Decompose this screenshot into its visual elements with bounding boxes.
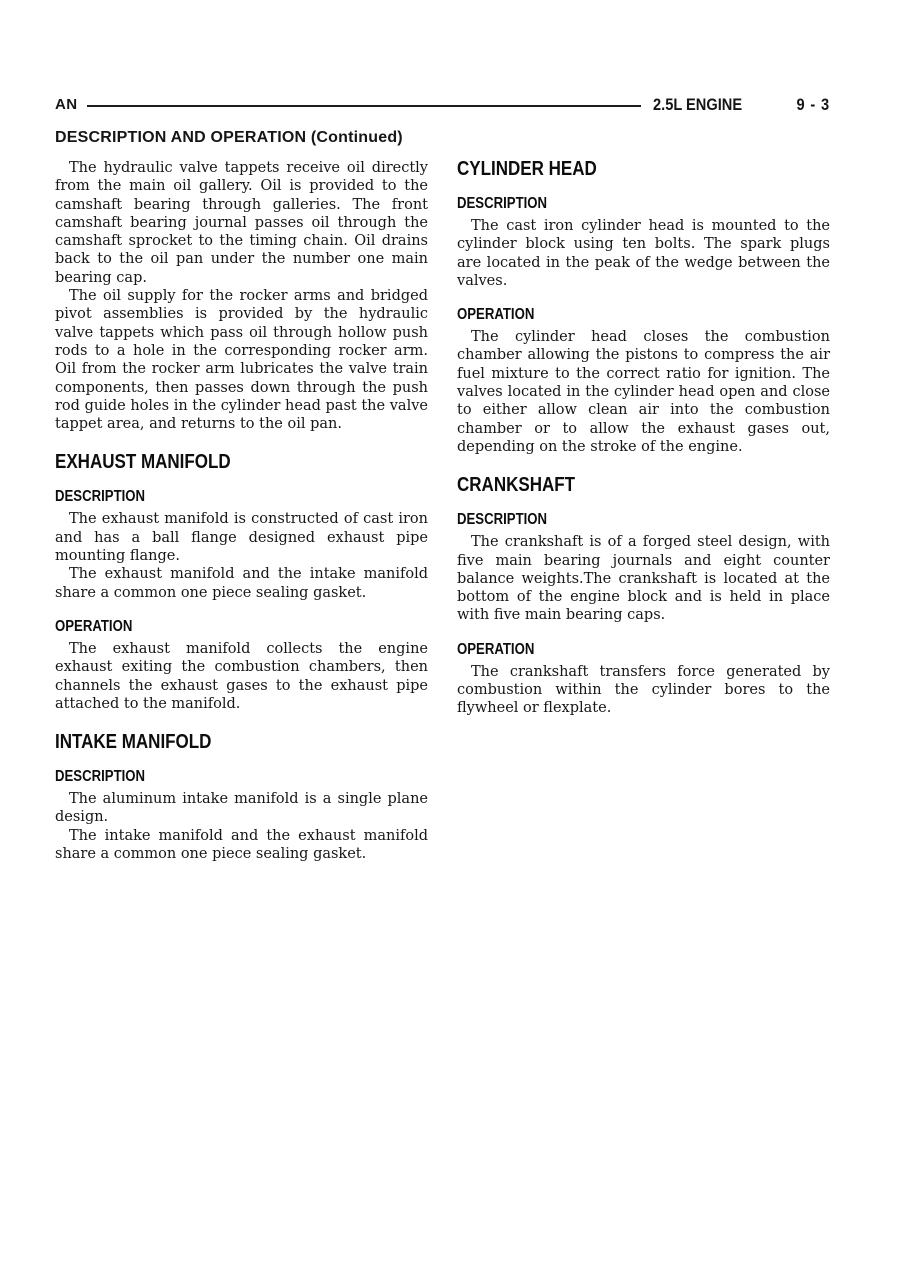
- page-header: [55, 96, 830, 114]
- header-rule: [87, 105, 641, 107]
- two-column-body: [55, 159, 830, 863]
- paragraph-crankshaft-operation-1: The crankshaft transfers force generated by combustion within the cylinder bores to the flywheel or flexplate.: [457, 663, 830, 717]
- section-heading-cylinder-head: CYLINDER HEAD: [457, 158, 597, 180]
- left-column: [55, 159, 428, 863]
- section-heading-intake-manifold: INTAKE MANIFOLD: [55, 731, 212, 754]
- section-code: AN: [55, 96, 78, 113]
- continued-heading: DESCRIPTION AND OPERATION (Continued): [55, 129, 403, 146]
- right-column: [457, 159, 830, 863]
- paragraph-intake-description-1: The aluminum intake manifold is a single plane design.: [55, 791, 428, 826]
- section-heading-crankshaft: CRANKSHAFT: [457, 474, 576, 497]
- paragraph-cylinder-description-1: The cast iron cylinder head is mounted to the cylinder block using ten bolts. The spark plugs are located in the peak of the wedge between the valves.: [457, 218, 830, 289]
- subheading-crankshaft-operation: OPERATION: [457, 640, 535, 658]
- paragraph-exhaust-operation-1: The exhaust manifold collects the engine exhaust exiting the combustion chambers, then channels the exhaust gases to the exhaust pipe attached to the manifold.: [55, 640, 428, 712]
- document-title: 2.5L ENGINE: [653, 95, 743, 114]
- paragraph-exhaust-description-2: The exhaust manifold and the intake manifold share a common one piece sealing gasket.: [55, 566, 428, 601]
- subheading-exhaust-operation: OPERATION: [55, 617, 133, 635]
- subheading-cylinder-operation: OPERATION: [457, 306, 535, 324]
- subheading-intake-description: DESCRIPTION: [55, 768, 146, 786]
- paragraph-oil-supply: The oil supply for the rocker arms and bridged pivot assemblies is provided by the hydraulic valve tappets which pass oil through hollow push rods to a hole in the corresponding rocker arm. Oil from the rocker arm lubricates the valve train components, then passes down through the push rod guide holes in the cylinder head past the valve tappet area, and returns to the oil pan.: [55, 288, 428, 433]
- subheading-exhaust-description: DESCRIPTION: [55, 488, 146, 506]
- subheading-crankshaft-description: DESCRIPTION: [457, 511, 548, 529]
- page-number: 9 - 3: [796, 95, 830, 114]
- section-heading-exhaust-manifold: EXHAUST MANIFOLD: [55, 451, 231, 474]
- paragraph-crankshaft-description-1: The crankshaft is of a forged steel design, with five main bearing journals and eight counter balance weights.The crankshaft is located at the bottom of the engine block and is held in place with five main bearing caps.: [457, 534, 830, 624]
- paragraph-valve-tappets: The hydraulic valve tappets receive oil directly from the main oil gallery. Oil is provided to the camshaft bearing through galleries. The front camshaft bearing journal passes oil through the camshaft sprocket to the timing chain. Oil drains back to the oil pan under the number one main bearing cap.: [55, 160, 428, 286]
- paragraph-intake-description-2: The intake manifold and the exhaust manifold share a common one piece sealing gasket.: [55, 827, 428, 863]
- paragraph-cylinder-operation-1: The cylinder head closes the combustion chamber allowing the pistons to compress the air fuel mixture to the correct ratio for ignition. The valves located in the cylinder head open and close to either allow clean air into the combustion chamber or to allow the exhaust gases out, depending on the stroke of the engine.: [457, 329, 830, 455]
- subheading-cylinder-description: DESCRIPTION: [457, 195, 548, 212]
- paragraph-exhaust-description-1: The exhaust manifold is constructed of cast iron and has a ball flange designed exhaust pipe mounting flange.: [55, 511, 428, 565]
